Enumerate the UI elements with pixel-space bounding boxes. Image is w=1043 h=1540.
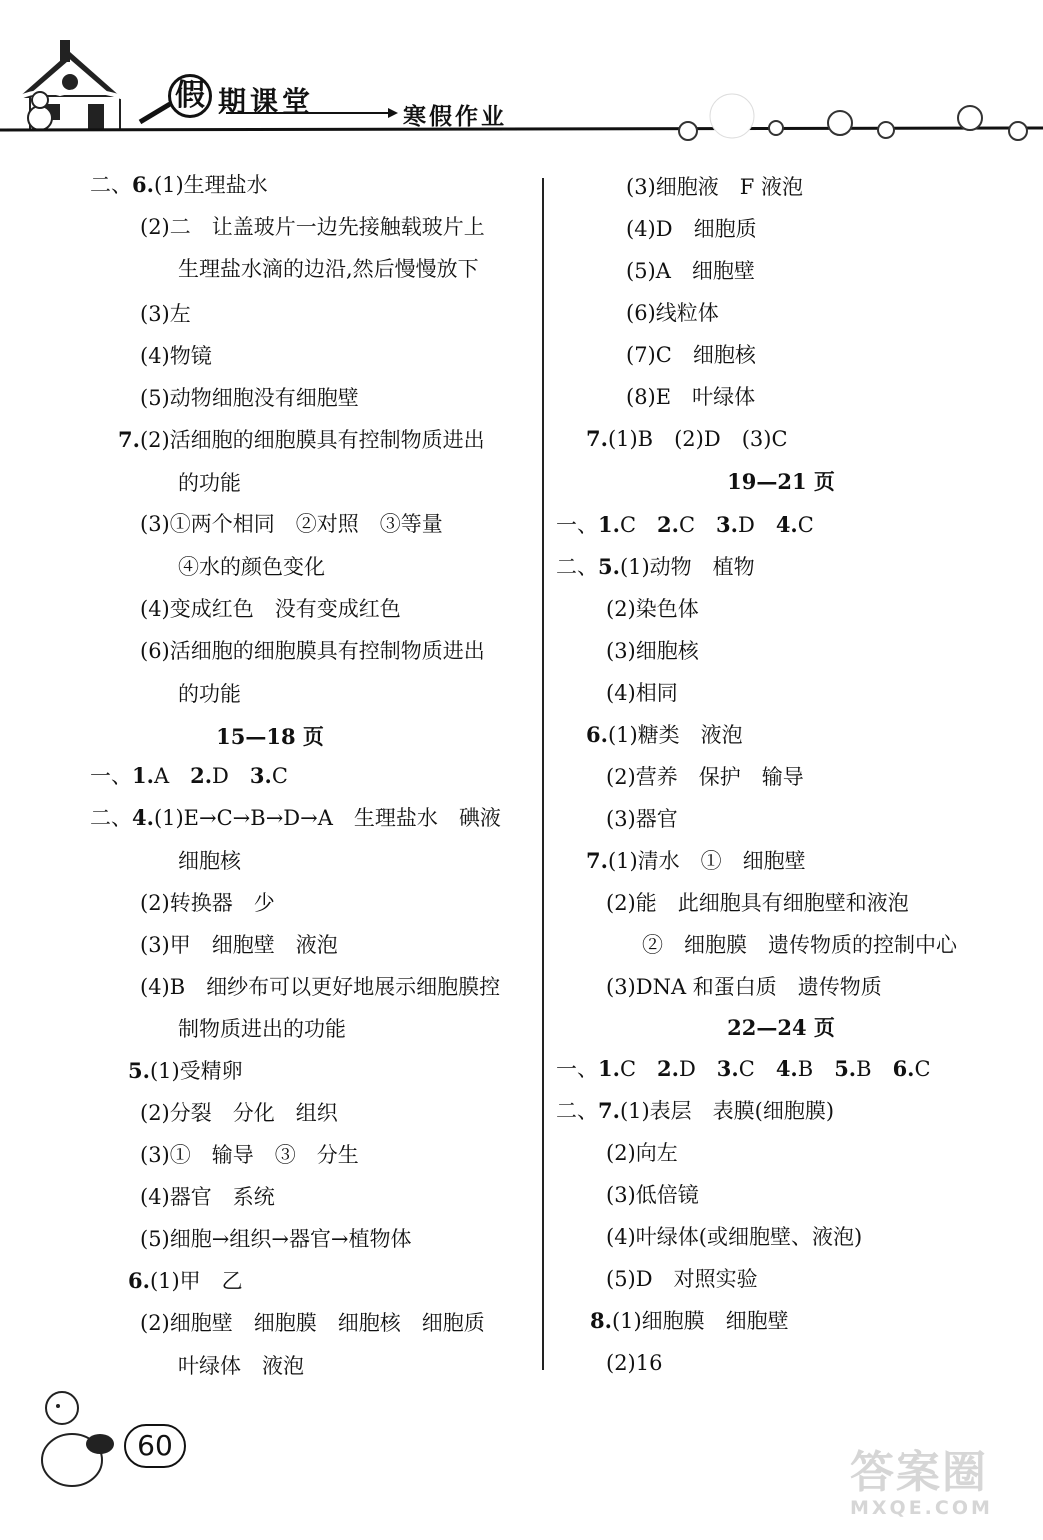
answer-text: (2)16 [606,1351,663,1375]
question-number: 6. [892,1056,915,1081]
answer-text: (3)甲 细胞壁 液泡 [140,933,338,957]
snowball-icon [679,94,1027,140]
answer-line [606,804,678,834]
answer-text: C [914,1057,931,1081]
answer-line [606,1138,678,1168]
answer-text: (4)叶绿体(或细胞壁、液泡) [606,1225,863,1249]
question-number: 1. [598,1056,620,1081]
header-decoration [0,0,1043,150]
answer-text: (5)D 对照实验 [606,1267,758,1291]
answer-text: C [619,1057,658,1081]
answer-line [556,552,755,582]
question-number: 8. [590,1308,612,1333]
answer-text: (1)受精卵 [149,1059,243,1083]
answer-line [586,424,788,454]
answer-line [178,1351,304,1381]
answer-text: 细胞核 [178,849,241,873]
page-number: 60 [124,1424,186,1468]
answer-line [140,930,338,960]
column-divider [542,178,544,1370]
answer-line [606,1180,699,1210]
answer-text: C [619,513,658,537]
answer-line [140,594,401,624]
answer-line [140,383,359,413]
question-number: 6. [132,172,154,197]
answer-text: ④水的颜色变化 [178,555,325,579]
question-number: 4. [775,1056,798,1081]
answer-line [178,679,241,709]
answer-text: C [271,764,288,788]
answer-line [178,468,241,498]
answer-line [590,1306,789,1336]
answer-line [606,678,678,708]
answer-line [140,299,191,329]
section-prefix: 一、 [90,764,132,788]
answer-text: (2)细胞壁 细胞膜 细胞核 细胞质 [140,1311,485,1335]
answer-line [178,254,479,284]
answer-text: (3)细胞核 [606,639,699,663]
answer-text: (6)活细胞的细胞膜具有控制物质进出 [140,639,485,663]
answer-line [178,552,325,582]
answer-text: (2)营养 保护 输导 [606,765,804,789]
answer-line [178,1014,346,1044]
answer-line [140,509,443,539]
answer-text: (1)甲 乙 [149,1269,243,1293]
answer-text: (4)B 细纱布可以更好地展示细胞膜控 [140,975,501,999]
section-prefix: 二、 [90,173,132,197]
answer-text: (1)细胞膜 细胞壁 [611,1309,789,1333]
answer-text: (3)左 [140,302,191,326]
answer-text: C [738,1057,776,1081]
answer-line [556,1054,931,1084]
question-number: 1. [598,512,620,537]
question-number: 4. [775,512,798,537]
answer-line [140,1308,485,1338]
series-title: 寒假作业 [403,104,507,130]
answer-text: (3)DNA 和蛋白质 遗传物质 [606,975,882,999]
answer-text: (1)E→C→B→D→A 生理盐水 碘液 [153,806,501,830]
answer-line [140,1140,359,1170]
question-number: 3. [716,512,738,537]
answer-text: 生理盐水滴的边沿,然后慢慢放下 [178,257,479,281]
answer-text: (1)表层 表膜(细胞膜) [619,1099,835,1123]
question-number: 1. [132,763,154,788]
answer-text: (4)物镜 [140,344,212,368]
answer-text: A [153,764,191,788]
answer-line [606,888,909,918]
question-number: 7. [586,426,608,451]
section-prefix: 一、 [556,1057,598,1081]
section-heading: 15—18 页 [216,724,324,749]
answer-line [140,888,275,918]
snowman-icon [28,92,52,130]
answer-text: B [797,1057,835,1081]
answer-text: 的功能 [178,471,241,495]
answer-text: D [737,513,776,537]
answer-text: (2)活细胞的细胞膜具有控制物质进出 [139,428,485,452]
answer-text: (4)D 细胞质 [626,217,757,241]
answer-line [606,1348,662,1378]
answer-line [90,803,501,833]
answer-text: C [797,513,814,537]
answer-line [140,1182,275,1212]
question-number: 5. [598,554,620,579]
answer-line [586,846,806,876]
answer-text: (3)①两个相同 ②对照 ③等量 [140,512,443,536]
answer-line [626,256,755,286]
answer-text: (4)变成红色 没有变成红色 [140,597,401,621]
watermark-url: MXQE.COM [850,1497,993,1519]
question-number: 3. [716,1056,739,1081]
answer-text: (1)动物 植物 [619,555,755,579]
answer-text: (2)染色体 [606,597,699,621]
answer-text: D [212,764,250,788]
question-number: 7. [586,848,608,873]
question-number: 7. [598,1098,620,1123]
answer-line [90,761,288,791]
answer-text: (1)清水 ① 细胞壁 [607,849,806,873]
answer-line [642,930,957,960]
answer-line [626,340,756,370]
watermark-text: 答案圈 [850,1447,988,1498]
section-heading: 19—21 页 [727,469,835,494]
section-prefix: 二、 [90,806,132,830]
question-number: 2. [657,512,679,537]
answer-text: (1)糖类 液泡 [607,723,743,747]
snowman-icon [42,1392,114,1486]
question-number: 5. [128,1058,150,1083]
section-prefix: 二、 [556,555,598,579]
question-number: 2. [190,763,213,788]
answer-text: (5)A 细胞壁 [626,259,755,283]
answer-text: (8)E 叶绿体 [626,385,756,409]
answer-line [128,1056,243,1086]
answer-text: 制物质进出的功能 [178,1017,346,1041]
answer-text: (2)转换器 少 [140,891,275,915]
answer-text: (6)线粒体 [626,301,719,325]
answer-line [118,425,485,455]
answer-line [140,972,500,1002]
watermark [850,1448,1030,1524]
answer-text: (3)① 输导 ③ 分生 [140,1143,359,1167]
section-prefix: 一、 [556,513,598,537]
answer-line [140,1098,338,1128]
answer-line [178,846,241,876]
answer-text: (2)分裂 分化 组织 [140,1101,338,1125]
answer-line [606,594,699,624]
answer-text: (3)低倍镜 [606,1183,699,1207]
answer-text: (2)向左 [606,1141,678,1165]
answer-line [556,1096,834,1126]
answer-line [90,170,268,200]
answer-line [606,636,699,666]
answer-line [606,1264,758,1294]
section-heading: 22—24 页 [727,1015,835,1040]
answer-text: (7)C 细胞核 [626,343,756,367]
answer-line [140,212,485,242]
answer-line [140,636,485,666]
question-number: 4. [132,805,154,830]
answer-text: (3)器官 [606,807,678,831]
answer-line [128,1266,243,1296]
answer-text: (2)能 此细胞具有细胞壁和液泡 [606,891,909,915]
question-number: 5. [834,1056,857,1081]
answer-text: (4)器官 系统 [140,1185,275,1209]
question-number: 6. [128,1268,150,1293]
answer-text: (1)B (2)D (3)C [607,427,788,451]
brand-logo-char: 假 [168,74,212,118]
answer-text: C [678,513,717,537]
question-number: 3. [249,763,272,788]
question-number: 2. [657,1056,679,1081]
answer-line [556,510,814,540]
answer-line [606,762,804,792]
question-number: 7. [118,427,140,452]
answer-line [626,172,803,202]
answer-text: (2)二 让盖玻片一边先接触载玻片上 [140,215,485,239]
answer-line [626,298,719,328]
answer-text: B [856,1057,893,1081]
answer-text: (1)生理盐水 [153,173,268,197]
answer-line [140,1224,412,1254]
page-header [0,0,1043,150]
answer-text: (3)细胞液 F 液泡 [626,175,803,199]
answer-line [586,720,743,750]
answer-text: (5)动物细胞没有细胞壁 [140,386,359,410]
brand-name: 期课堂 [218,85,315,118]
answer-text: 叶绿体 液泡 [178,1354,304,1378]
answer-line [606,972,882,1002]
question-number: 6. [586,722,608,747]
answer-text: (4)相同 [606,681,678,705]
answer-line [606,1222,862,1252]
answer-line [140,341,212,371]
answer-text: (5)细胞→组织→器官→植物体 [140,1227,412,1251]
answer-text: 的功能 [178,682,241,706]
section-prefix: 二、 [556,1099,598,1123]
answer-line [626,382,755,412]
answer-text: D [678,1057,717,1081]
answer-text: ② 细胞膜 遗传物质的控制中心 [642,933,957,957]
answer-line [626,214,757,244]
